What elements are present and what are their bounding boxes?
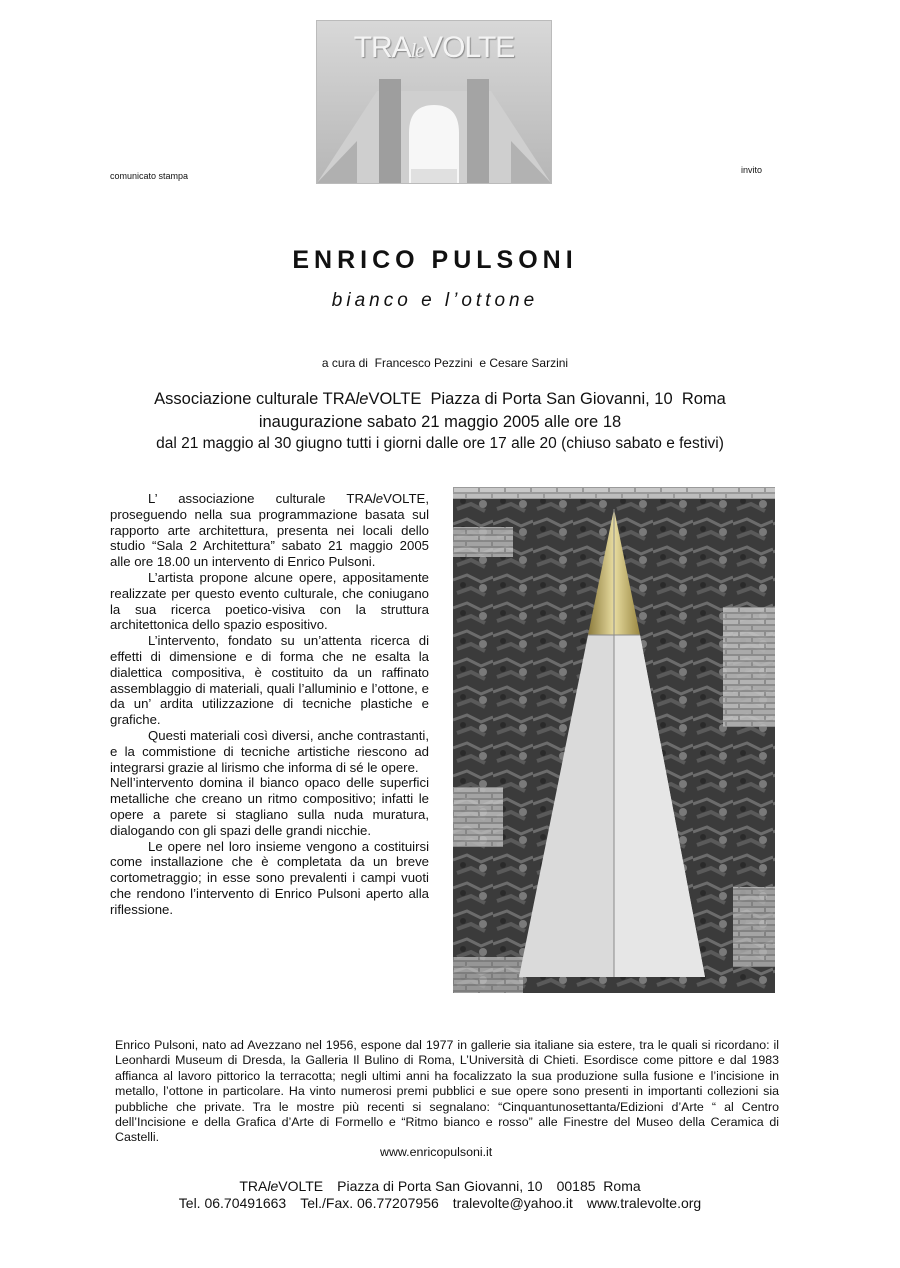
curators-line: a cura di Francesco Pezzini e Cesare Sarzini <box>321 356 569 370</box>
logo <box>316 20 552 184</box>
logo-title: TRAleVOLTE <box>353 31 515 64</box>
artwork-photo <box>453 487 775 993</box>
artist-biography: Enrico Pulsoni, nato ad Avezzano nel 1956, espone dal 1977 in gallerie sia italiane sia estere, tra le quali si ricordano: il Leonhardi Museum di Dresda, la Galleria Il Bulino di Roma, L’Università di Chieti. Esordisce come pittore e dal 1983 affianca al lavoro pittorico la terracotta; negli ultimi anni ha focalizzato la sua produzione sulla fusione e l’incisione in metallo, l’ottone in particolare. Ha vinto numerosi premi pubblici e sue opere sono presenti in importanti collezioni sia pubbliche che private. Tra le mostre più recenti si segnalano: “Cinquantunosettanta/Edizioni d’Arte “ al Centro dell’Incisione e della Grafica d’Arte di Formello e “Ritmo bianco e rosso” alle Finestre del Museo della Ceramica di Castelli. <box>115 1038 779 1145</box>
website-link[interactable]: www.tralevolte.org <box>586 1195 702 1211</box>
body-paragraph: L’ associazione culturale TRAleVOLTE, proseguendo nella sua programmazione basata sul rapporto arte architettura, presenta nei locali dello studio “Sala 2 Architettura” sabato 21 maggio 2005 alle ore 18.00 un intervento di Enrico Pulsoni. <box>110 491 429 570</box>
email-link[interactable]: tralevolte@yahoo.it <box>452 1195 573 1211</box>
footer-contacts <box>0 1195 880 1211</box>
artist-website[interactable]: www.enricopulsoni.it <box>380 1145 493 1159</box>
venue-line: Associazione culturale TRAleVOLTE Piazza di Porta San Giovanni, 10 Roma <box>154 390 726 408</box>
body-paragraph: Nell’intervento domina il bianco opaco delle superfici metalliche che creano un ritmo compositivo; infatti le opere a parete si stagliano sulla nuda muratura, dialogando con gli spazi delle grandi nicchie. <box>110 775 429 838</box>
body-paragraph: L’artista propone alcune opere, appositamente realizzate per questo evento culturale, che coniugano la sua ricerca poetico-visiva con la struttura architettonica dello spazio espositivo. <box>110 569 429 633</box>
opening-line: inaugurazione sabato 21 maggio 2005 alle ore 18 <box>258 413 622 431</box>
invitation-label: invito <box>741 165 763 175</box>
exhibition-subtitle: bianco e l’ottone <box>331 290 539 311</box>
body-paragraph: L’intervento, fondato su un’attenta ricerca di effetti di dimensione e di forma che ne esalta la dialettica compositiva, è costituito da un raffinato assemblaggio di materiali, quali l’alluminio e l’ottone, e da un’ ardita utilizzazione di tecniche plastiche e grafiche. <box>110 633 429 728</box>
fax-number: Tel./Fax. 06.77207956 <box>300 1195 439 1211</box>
body-paragraph: Le opere nel loro insieme vengono a costituirsi come installazione che è completata da un breve cortometraggio; in esse sono prevalenti i campi vuoti che rendono l’intervento di Enrico Pulsoni aperto alla riflessione. <box>110 838 429 917</box>
press-release-label: comunicato stampa <box>110 171 189 181</box>
dates-line: dal 21 maggio al 30 giugno tutti i giorni dalle ore 17 alle 20 (chiuso sabato e festivi) <box>156 435 724 452</box>
phone-number: Tel. 06.70491663 <box>178 1195 287 1211</box>
artwork-image <box>453 487 775 993</box>
press-release-body <box>110 491 429 918</box>
body-paragraph: Questi materiali così diversi, anche contrastanti, e la commistione di tecniche artistiche riescono ad integrarsi grazie al lirismo che informa di sé le opere. <box>110 727 429 775</box>
artist-title: ENRICO PULSONI <box>292 246 578 274</box>
footer-address: TRAleVOLTE Piazza di Porta San Giovanni, 10 00185 Roma <box>239 1178 641 1194</box>
